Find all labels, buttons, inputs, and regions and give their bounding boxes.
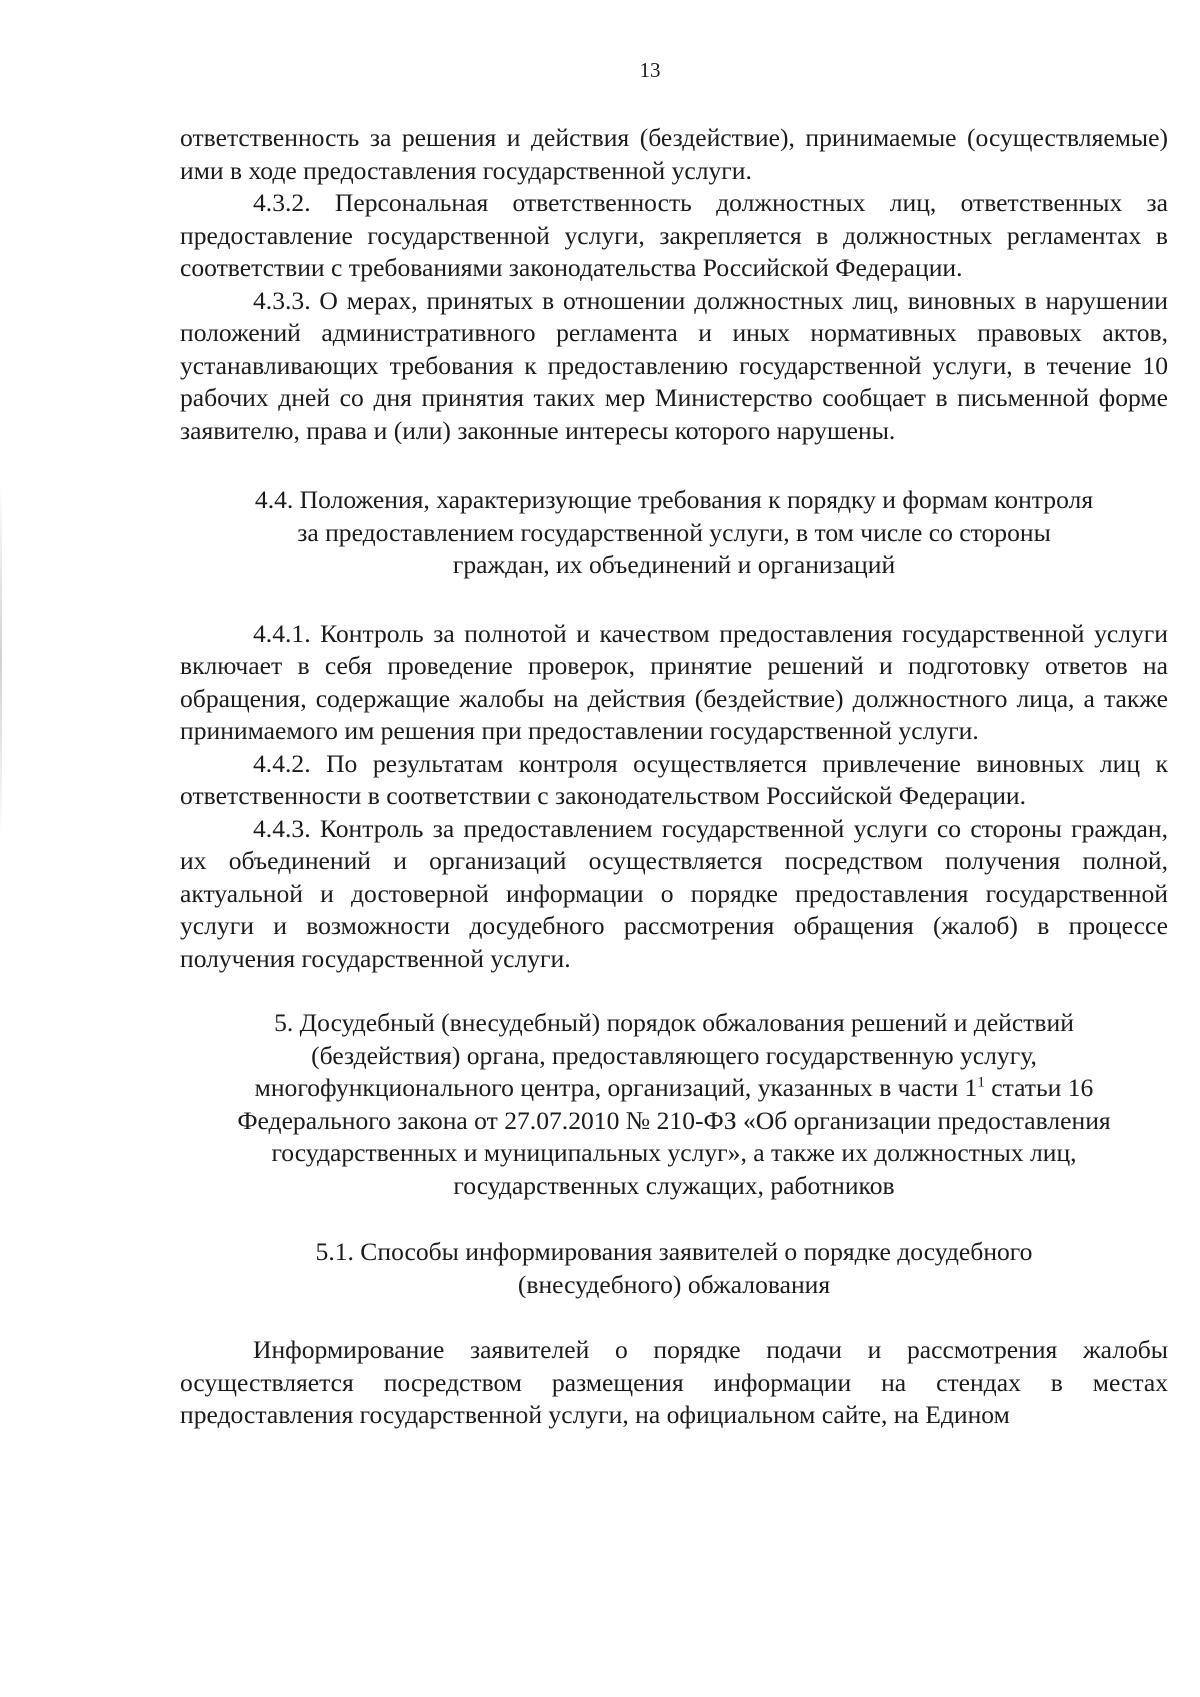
heading-5-line-3 bbox=[180, 1072, 1168, 1105]
scan-edge-shadow bbox=[0, 480, 2, 840]
superscript: 1 bbox=[977, 1074, 985, 1091]
heading-5-line-3-tail: статьи 16 bbox=[984, 1073, 1094, 1102]
paragraph-5-1: Информирование заявителей о порядке подачи и рассмотрения жалобы осуществляется посредством размещения информации на стендах в местах предоставления государственной услуги, на официальном сайте, на Едином bbox=[180, 1335, 1168, 1429]
heading-5-1 bbox=[180, 1236, 1168, 1301]
heading-4-4-line-2: за предоставлением государственной услуги, в том числе со стороны bbox=[297, 517, 1051, 547]
heading-5-line-1: 5. Досудебный (внесудебный) порядок обжалования решений и действий bbox=[274, 1008, 1074, 1037]
heading-5-line-6: государственных служащих, работников bbox=[453, 1170, 895, 1200]
heading-4-4-line-1: 4.4. Положения, характеризующие требования к порядку и формам контроля bbox=[254, 485, 1094, 514]
paragraph-4-3-2: 4.3.2. Персональная ответственность должностных лиц, ответственных за предоставление государственной услуги, закрепляется в должностных регламентах в соответствии с требованиями законодательства Российской Федерации. bbox=[180, 188, 1168, 282]
paragraph-4-4-3: 4.4.3. Контроль за предоставлением государственной услуги со стороны граждан, их объединений и организаций осуществляется посредством получения полной, актуальной и достоверной информации о порядке предоставления государственной услуги и возможности досудебного рассмотрения обращения (жалоб) в процессе получения государственной услуги. bbox=[180, 813, 1168, 973]
document-body bbox=[180, 122, 1168, 1432]
paragraph-continued: ответственность за решения и действия (бездействие), принимаемые (осуществляемые) ими в ходе предоставления государственной услуги. bbox=[180, 123, 1168, 185]
heading-5-line-2: (бездействия) органа, предоставляющего государственную услугу, bbox=[311, 1040, 1037, 1070]
heading-5-line-3-text: многофункционального центра, организаций, указанных в части 1 bbox=[254, 1073, 978, 1102]
paragraph-4-3-3: 4.3.3. О мерах, принятых в отношении должностных лиц, виновных в нарушении положений административного регламента и иных нормативных правовых актов, устанавливающих требования к предоставлению государственной услуги, в течение 10 рабочих дней со дня принятия таких мер Министерство сообщает в письменной форме заявителю, права и (или) законные интересы которого нарушены. bbox=[180, 285, 1168, 445]
heading-5-1-line-2: (внесудебного) обжалования bbox=[517, 1269, 831, 1299]
paragraph-4-4-2: 4.4.2. По результатам контроля осуществляется привлечение виновных лиц к ответственности в соответствии с законодательством Российской Федерации. bbox=[180, 748, 1168, 810]
heading-5-line-4: Федерального закона от 27.07.2010 № 210-ФЗ «Об организации предоставления bbox=[237, 1105, 1111, 1135]
page-number: 13 bbox=[639, 58, 661, 82]
paragraph-4-4-1: 4.4.1. Контроль за полнотой и качеством предоставления государственной услуги включает в себя проведение проверок, принятие решений и подготовку ответов на обращения, содержащие жалобы на действия (бездействие) должностного лица, а также принимаемого им решения при предоставлении государственной услуги. bbox=[180, 618, 1168, 745]
heading-5-1-line-1: 5.1. Способы информирования заявителей о порядке досудебного bbox=[315, 1237, 1033, 1266]
heading-4-4-line-3: граждан, их объединений и организаций bbox=[452, 550, 896, 579]
heading-4-4 bbox=[180, 484, 1168, 582]
heading-5 bbox=[180, 1007, 1168, 1202]
heading-5-line-5: государственных и муниципальных услуг», а также их должностных лиц, bbox=[271, 1138, 1077, 1167]
